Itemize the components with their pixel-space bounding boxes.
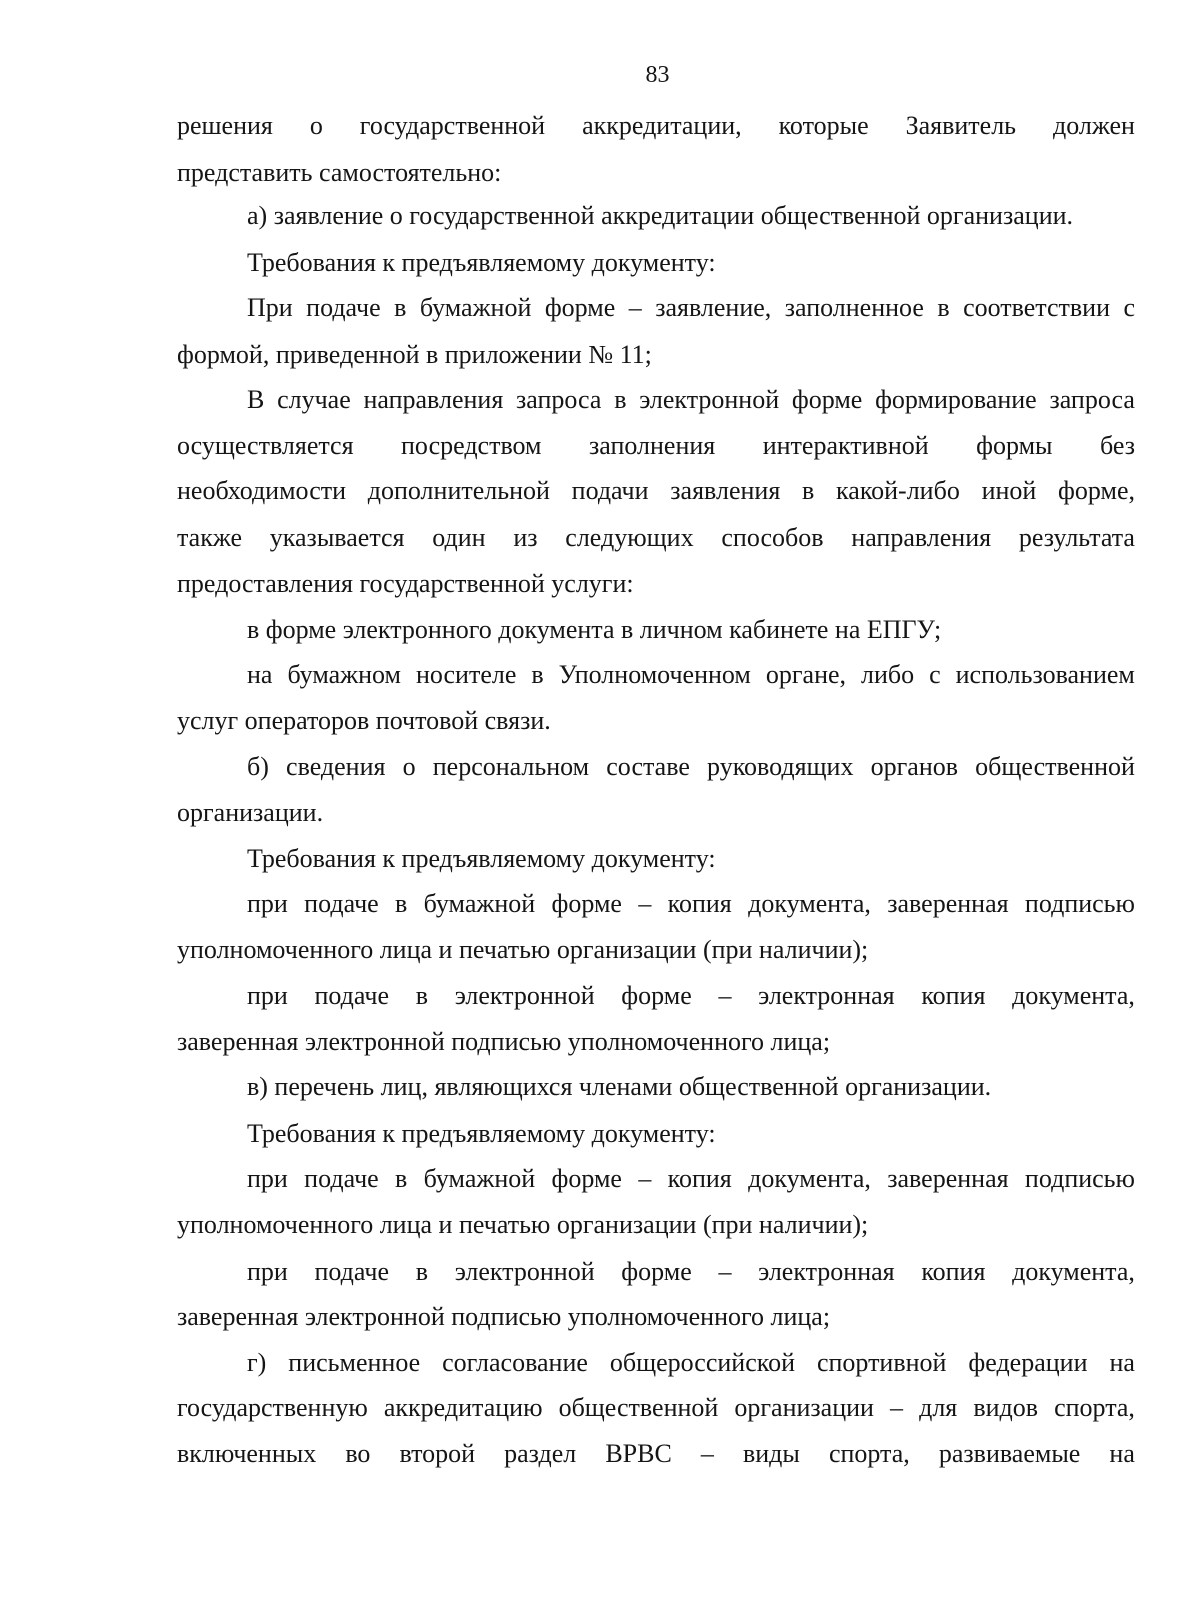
word: – xyxy=(628,293,642,322)
text-line xyxy=(177,478,1135,504)
word: форме xyxy=(621,1257,692,1286)
text-line: услуг операторов почтовой связи. xyxy=(177,706,551,735)
word: спорта, xyxy=(828,1439,910,1468)
word: организации xyxy=(734,1393,874,1422)
word: следующих xyxy=(565,523,694,552)
word: запроса xyxy=(1049,385,1135,414)
text-line xyxy=(177,1441,1135,1467)
word: персональном xyxy=(432,752,590,781)
word: второй xyxy=(399,1439,476,1468)
word: письменное xyxy=(288,1348,421,1377)
word: запроса xyxy=(516,385,602,414)
word: развиваемые xyxy=(938,1439,1081,1468)
word: во xyxy=(345,1439,371,1468)
word: в xyxy=(531,660,544,689)
word: бумажной xyxy=(419,293,532,322)
word: г) xyxy=(247,1348,267,1377)
word: форме, xyxy=(1058,476,1135,505)
word: о xyxy=(309,111,323,140)
word: – xyxy=(890,1393,904,1422)
word: способов xyxy=(721,523,824,552)
word: формы xyxy=(976,431,1053,460)
word: согласование xyxy=(442,1348,588,1377)
word: форме xyxy=(621,981,692,1010)
word: заявление, xyxy=(655,293,772,322)
word: о xyxy=(402,752,416,781)
word: подписью xyxy=(1024,1164,1135,1193)
word: подаче xyxy=(306,293,381,322)
text-line: уполномоченного лица и печатью организации (при наличии); xyxy=(177,935,869,964)
word: федерации xyxy=(968,1348,1088,1377)
word: подачи xyxy=(571,476,649,505)
word: при xyxy=(247,889,288,918)
text-line xyxy=(247,1166,1135,1192)
word: спорта, xyxy=(1054,1393,1135,1422)
word: электронная xyxy=(758,1257,895,1286)
text-line xyxy=(177,113,1135,139)
word: в xyxy=(802,476,815,505)
word: решения xyxy=(177,111,273,140)
word: заверенная xyxy=(887,1164,1009,1193)
word: соответствии xyxy=(963,293,1110,322)
text-line xyxy=(177,433,1135,459)
text-line xyxy=(247,983,1135,1009)
word: с xyxy=(1123,293,1135,322)
word: электронной xyxy=(639,385,780,414)
word: органов xyxy=(870,752,959,781)
word: спортивной xyxy=(816,1348,947,1377)
word: – xyxy=(718,1257,732,1286)
word: в xyxy=(395,889,408,918)
text-line: представить самостоятельно: xyxy=(177,158,502,187)
word: указывается xyxy=(269,523,405,552)
text-line xyxy=(177,1395,1135,1421)
word: на xyxy=(1109,1348,1135,1377)
word: государственной xyxy=(359,111,546,140)
text-line xyxy=(247,295,1135,321)
word: подписью xyxy=(1024,889,1135,918)
word: формирование xyxy=(875,385,1037,414)
word: из xyxy=(513,523,538,552)
word: результата xyxy=(1018,523,1135,552)
word: какой-либо xyxy=(836,476,960,505)
word: форме xyxy=(544,293,616,322)
word: использованием xyxy=(955,660,1135,689)
word: в xyxy=(395,1164,408,1193)
word: на xyxy=(247,660,273,689)
word: посредством xyxy=(401,431,542,460)
word: виды xyxy=(742,1439,800,1468)
text-line: в форме электронного документа в личном кабинете на ЕПГУ; xyxy=(247,615,942,644)
word: также xyxy=(177,523,243,552)
word: должен xyxy=(1052,111,1135,140)
word: осуществляется xyxy=(177,431,354,460)
word: заполненное xyxy=(784,293,924,322)
word: иной xyxy=(981,476,1037,505)
word: при xyxy=(247,981,288,1010)
text-line xyxy=(247,891,1135,917)
word: б) xyxy=(247,752,269,781)
word: при xyxy=(247,1257,288,1286)
word: – xyxy=(638,1164,652,1193)
text-line: предоставления государственной услуги: xyxy=(177,569,634,598)
word: подаче xyxy=(314,1257,390,1286)
word: электронной xyxy=(454,1257,595,1286)
word: заполнения xyxy=(588,431,716,460)
word: в xyxy=(394,293,407,322)
word: электронная xyxy=(758,981,895,1010)
word: дополнительной xyxy=(367,476,550,505)
requirements-heading: Требования к предъявляемому документу: xyxy=(247,844,716,873)
word: в xyxy=(614,385,627,414)
word: документа, xyxy=(748,1164,871,1193)
word: заявления xyxy=(670,476,781,505)
word: носителе xyxy=(415,660,517,689)
word: форме xyxy=(551,889,622,918)
word: направления xyxy=(851,523,992,552)
word: направления xyxy=(363,385,504,414)
word: документа, xyxy=(1012,1257,1135,1286)
word: аккредитации, xyxy=(582,111,742,140)
word: документа, xyxy=(748,889,871,918)
word: бумажном xyxy=(287,660,401,689)
word: включенных xyxy=(177,1439,317,1468)
word: которые xyxy=(778,111,869,140)
text-line: уполномоченного лица и печатью организации (при наличии); xyxy=(177,1210,869,1239)
word: При xyxy=(247,293,293,322)
word: для xyxy=(919,1393,958,1422)
word: бумажной xyxy=(423,889,536,918)
word: ВРВС xyxy=(605,1439,672,1468)
word: Заявитель xyxy=(905,111,1017,140)
word: составе xyxy=(606,752,690,781)
word: один xyxy=(432,523,486,552)
word: бумажной xyxy=(423,1164,536,1193)
word: в xyxy=(415,1257,428,1286)
word: документа, xyxy=(1012,981,1135,1010)
word: без xyxy=(1099,431,1135,460)
word: необходимости xyxy=(177,476,347,505)
word: сведения xyxy=(286,752,386,781)
requirements-heading: Требования к предъявляемому документу: xyxy=(247,248,716,277)
word: интерактивной xyxy=(762,431,929,460)
word: – xyxy=(718,981,732,1010)
word: подаче xyxy=(314,981,390,1010)
word: заверенная xyxy=(887,889,1009,918)
text-line: организации. xyxy=(177,798,324,827)
paragraph-d xyxy=(247,1350,1135,1376)
word: общественной xyxy=(975,752,1135,781)
word: случае xyxy=(277,385,351,414)
word: подаче xyxy=(304,889,379,918)
word: копия xyxy=(667,1164,732,1193)
word: В xyxy=(247,385,265,414)
word: – xyxy=(638,889,652,918)
word: копия xyxy=(921,981,986,1010)
word: – xyxy=(700,1439,714,1468)
text-line xyxy=(247,1259,1135,1285)
word: на xyxy=(1109,1439,1135,1468)
word: копия xyxy=(667,889,732,918)
word: аккредитацию xyxy=(383,1393,543,1422)
paragraph-c: в) перечень лиц, являющихся членами общественной организации. xyxy=(247,1072,992,1101)
word: форме xyxy=(791,385,863,414)
text-line xyxy=(247,662,1135,688)
requirements-heading: Требования к предъявляемому документу: xyxy=(247,1119,716,1148)
word: раздел xyxy=(504,1439,577,1468)
text-line: формой, приведенной в приложении № 11; xyxy=(177,340,652,369)
word: органе, xyxy=(765,660,847,689)
word: общероссийской xyxy=(609,1348,795,1377)
word: с xyxy=(929,660,941,689)
page-number: 83 xyxy=(645,62,670,88)
word: общественной xyxy=(558,1393,719,1422)
word: подаче xyxy=(304,1164,379,1193)
word: руководящих xyxy=(707,752,854,781)
word: в xyxy=(415,981,428,1010)
word: видов xyxy=(973,1393,1039,1422)
text-line: заверенная электронной подписью уполномоченного лица; xyxy=(177,1027,831,1056)
word: государственную xyxy=(177,1393,368,1422)
paragraph-b xyxy=(247,754,1135,780)
text-line xyxy=(247,387,1135,413)
word: электронной xyxy=(454,981,595,1010)
word: копия xyxy=(921,1257,986,1286)
word: при xyxy=(247,1164,288,1193)
text-line: заверенная электронной подписью уполномоченного лица; xyxy=(177,1302,831,1331)
word: либо xyxy=(861,660,915,689)
word: форме xyxy=(551,1164,622,1193)
word: в xyxy=(937,293,950,322)
paragraph-a: а) заявление о государственной аккредитации общественной организации. xyxy=(247,201,1074,230)
word: Уполномоченном xyxy=(558,660,751,689)
text-line xyxy=(177,525,1135,551)
